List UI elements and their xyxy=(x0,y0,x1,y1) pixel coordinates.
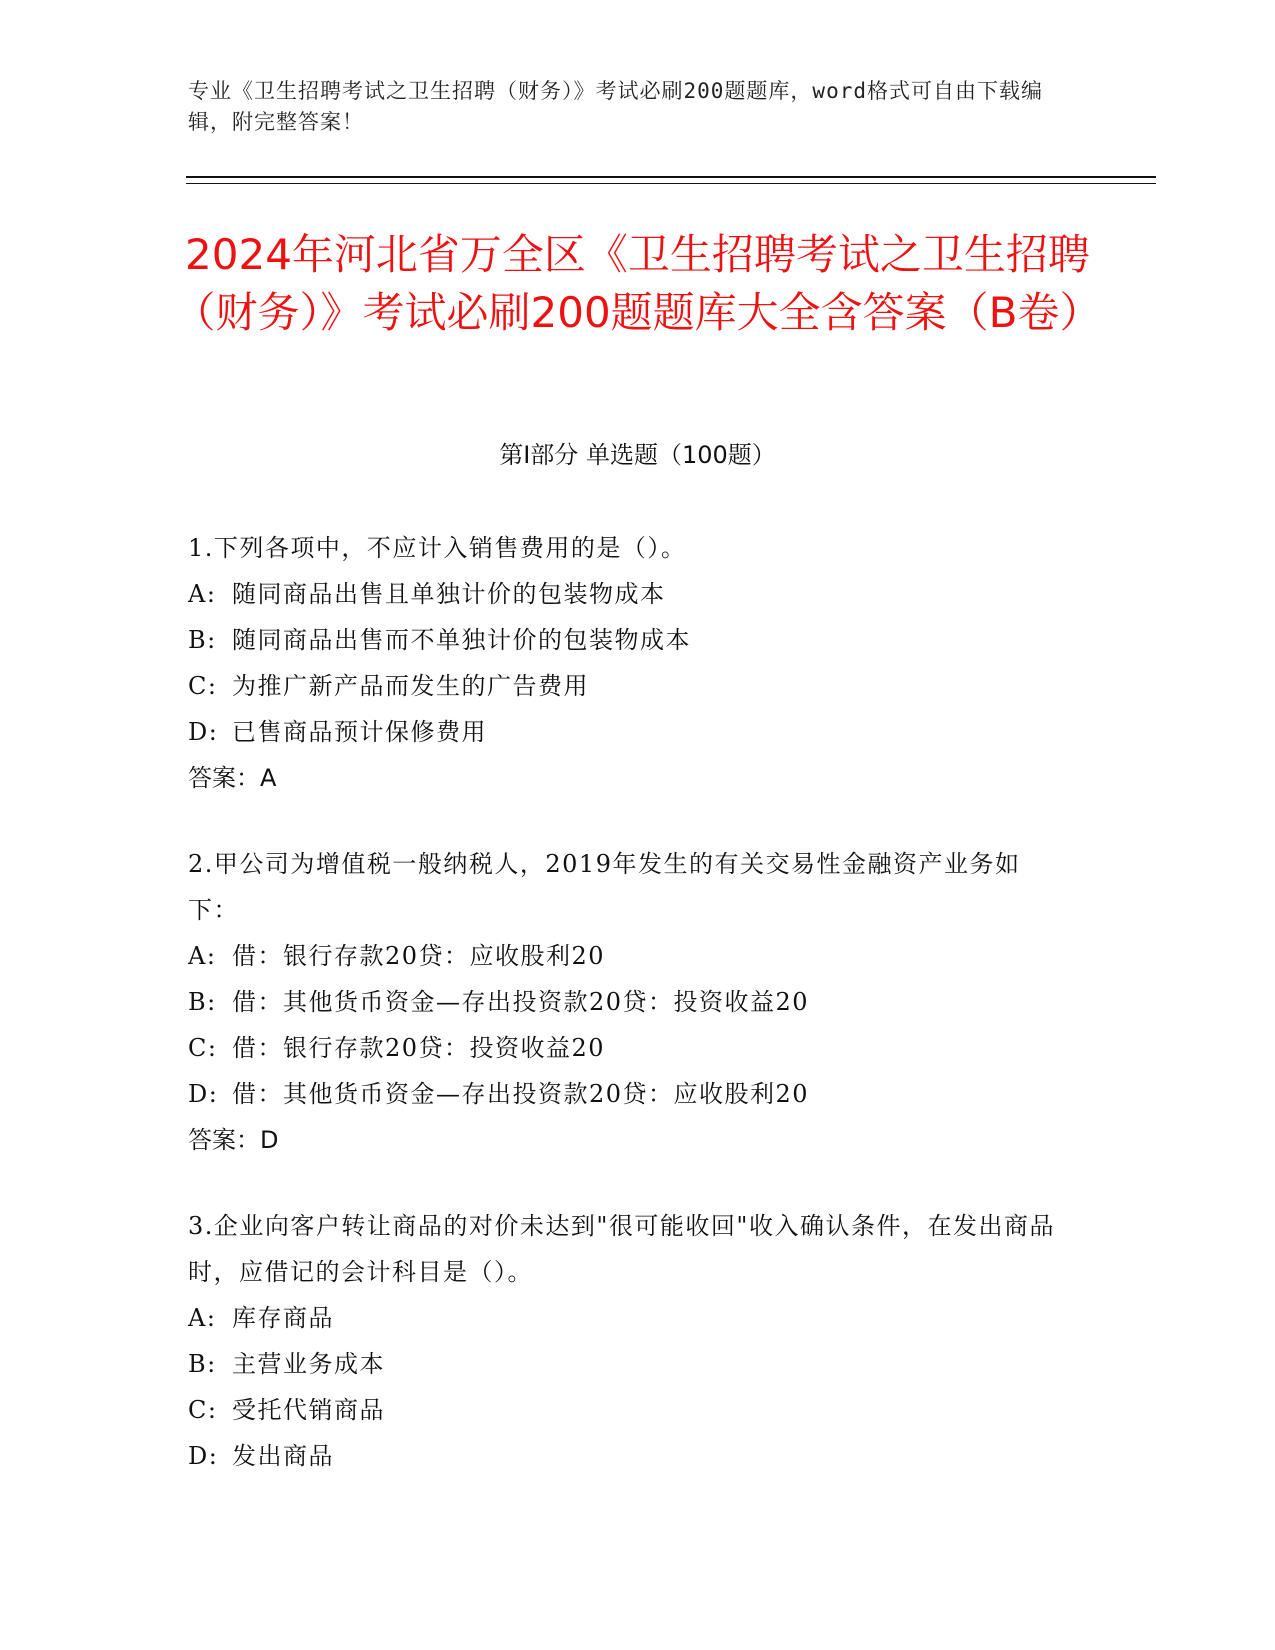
question-stem: 1.下列各项中，不应计入销售费用的是（）。 xyxy=(188,534,687,562)
option-a xyxy=(188,933,1068,979)
option-letter: D: xyxy=(188,718,219,746)
option-c xyxy=(188,1387,1068,1433)
question-stem: 2.甲公司为增值税一般纳税人，2019年发生的有关交易性金融资产业务如下： xyxy=(188,850,1021,924)
section-title: 第Ⅰ部分 单选题（100题） xyxy=(499,441,776,469)
option-text: 借：其他货币资金—存出投资款20贷：应收股利20 xyxy=(232,1080,810,1108)
option-letter: C: xyxy=(188,672,218,700)
option-c xyxy=(188,663,1068,709)
option-text: 库存商品 xyxy=(232,1304,334,1332)
answer-line: 答案：D xyxy=(188,1126,279,1154)
document-title: 2024年河北省万全区《卫生招聘考试之卫生招聘（财务）》考试必刷200题题库大全含答案（B卷） xyxy=(173,230,1102,337)
question-stem: 3.企业向客户转让商品的对价未达到"很可能收回"收入确认条件，在发出商品时，应借记的会计科目是（）。 xyxy=(188,1212,1055,1286)
option-text: 发出商品 xyxy=(232,1442,334,1470)
option-text: 随同商品出售且单独计价的包装物成本 xyxy=(232,580,666,608)
option-letter: C: xyxy=(188,1396,218,1424)
option-text: 借：银行存款20贷：投资收益20 xyxy=(232,1034,606,1062)
option-text: 为推广新产品而发生的广告费用 xyxy=(232,672,589,700)
option-text: 已售商品预计保修费用 xyxy=(232,718,487,746)
option-letter: B: xyxy=(188,626,217,654)
option-c xyxy=(188,1025,1068,1071)
question-list xyxy=(188,525,1068,1519)
option-letter: C: xyxy=(188,1034,218,1062)
option-letter: A: xyxy=(188,580,217,608)
header-note: 专业《卫生招聘考试之卫生招聘（财务）》考试必刷200题题库，word格式可自由下载编辑，附完整答案！ xyxy=(188,79,1043,134)
option-a xyxy=(188,1295,1068,1341)
option-a xyxy=(188,571,1068,617)
option-letter: D: xyxy=(188,1442,219,1470)
option-b xyxy=(188,617,1068,663)
question-3 xyxy=(188,1203,1068,1479)
option-letter: B: xyxy=(188,988,217,1016)
question-2 xyxy=(188,841,1068,1163)
option-d xyxy=(188,709,1068,755)
header-divider-thin xyxy=(186,183,1156,184)
option-text: 借：银行存款20贷：应收股利20 xyxy=(232,942,606,970)
option-text: 借：其他货币资金—存出投资款20贷：投资收益20 xyxy=(232,988,810,1016)
option-d xyxy=(188,1071,1068,1117)
answer-line: 答案：A xyxy=(188,764,277,792)
question-1 xyxy=(188,525,1068,801)
option-text: 主营业务成本 xyxy=(232,1350,385,1378)
option-b xyxy=(188,1341,1068,1387)
option-letter: D: xyxy=(188,1080,219,1108)
option-letter: A: xyxy=(188,942,217,970)
option-letter: B: xyxy=(188,1350,217,1378)
option-b xyxy=(188,979,1068,1025)
header-divider-thick xyxy=(186,176,1156,178)
option-text: 随同商品出售而不单独计价的包装物成本 xyxy=(232,626,691,654)
option-letter: A: xyxy=(188,1304,217,1332)
option-d xyxy=(188,1433,1068,1479)
option-text: 受托代销商品 xyxy=(232,1396,385,1424)
